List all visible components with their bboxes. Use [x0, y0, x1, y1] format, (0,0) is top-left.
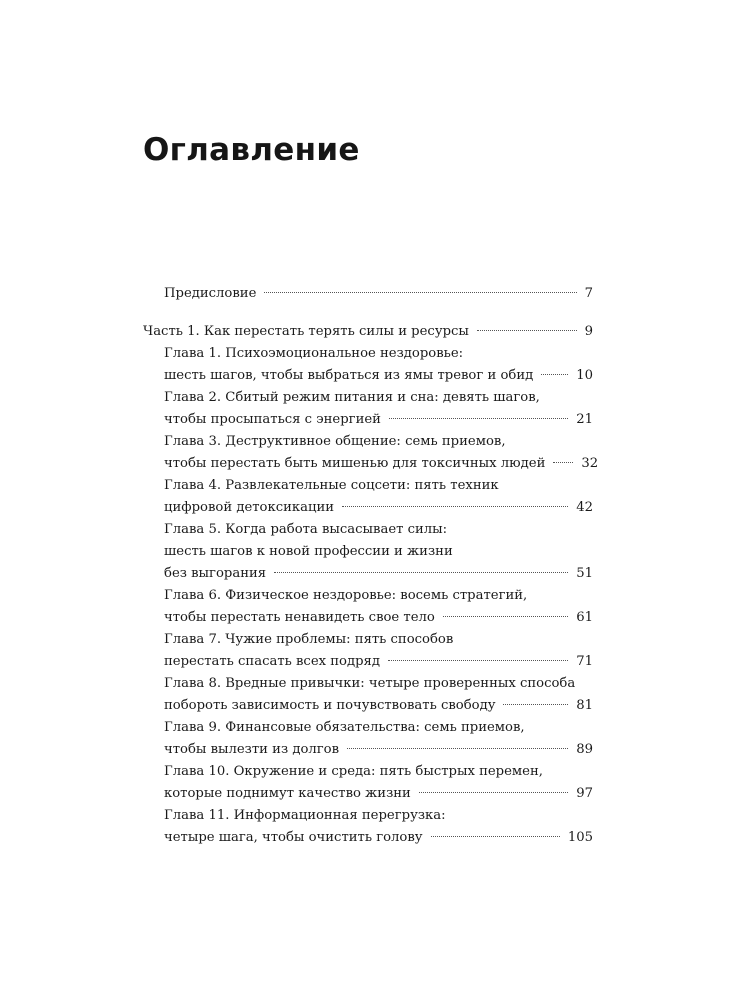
dot-leader — [431, 836, 560, 837]
toc-entry-row — [164, 651, 593, 673]
toc-entry-row — [143, 321, 593, 343]
page-number: 42 — [576, 500, 593, 515]
toc-entry-chapter[interactable] — [143, 519, 593, 585]
toc-entry-title-line: Предисловие — [164, 286, 257, 301]
toc-entry-title-line: чтобы перестать быть мишенью для токсичных людей — [164, 456, 546, 471]
toc-entry-title-line: шесть шагов к новой профессии и жизни — [164, 544, 453, 559]
toc-entry-row — [164, 409, 593, 431]
dot-leader — [443, 616, 568, 617]
toc-entry-title-line: цифровой детоксикации — [164, 500, 335, 515]
dot-leader — [264, 292, 576, 293]
toc-entry-row — [164, 827, 593, 849]
toc-entry-title-line: чтобы просыпаться с энергией — [164, 412, 381, 427]
toc-entry-chapter[interactable] — [143, 673, 593, 717]
page-number: 10 — [576, 368, 593, 383]
toc-entry-row — [164, 563, 593, 585]
page-number: 97 — [576, 786, 593, 801]
toc-entry-row — [164, 453, 599, 475]
toc-entry-title-line: Глава 10. Окружение и среда: пять быстрых перемен, — [164, 764, 543, 779]
toc-entry-chapter[interactable] — [143, 805, 593, 849]
dot-leader — [388, 660, 568, 661]
toc-entry-chapter[interactable] — [143, 761, 593, 805]
toc-entry-title-line: Глава 2. Сбитый режим питания и сна: девять шагов, — [164, 390, 540, 405]
toc-entry-title-line: без выгорания — [164, 566, 267, 581]
toc-entry-title-line: Глава 3. Деструктивное общение: семь приемов, — [164, 434, 506, 449]
toc-entry-title-line: Часть 1. Как перестать терять силы и ресурсы — [143, 324, 469, 339]
toc-entry-part[interactable] — [143, 321, 593, 343]
toc-entry-title-line: Глава 4. Развлекательные соцсети: пять техник — [164, 478, 499, 493]
dot-leader — [389, 418, 568, 419]
page-number: 81 — [576, 698, 593, 713]
toc-entry-row — [164, 607, 593, 629]
dot-leader — [419, 792, 568, 793]
page-number: 32 — [581, 456, 599, 471]
dot-leader — [274, 572, 568, 573]
page-number: 7 — [584, 286, 593, 301]
toc-entry-chapter[interactable] — [143, 343, 593, 387]
dot-leader — [342, 506, 568, 507]
page-number: 9 — [584, 324, 593, 339]
dot-leader — [477, 330, 577, 331]
toc-entry-chapter[interactable] — [143, 387, 593, 431]
toc-entry-title-line: Глава 7. Чужие проблемы: пять способов — [164, 632, 454, 647]
dot-leader — [553, 462, 573, 463]
toc-entry-foreword[interactable] — [143, 283, 593, 305]
toc-entry-title-line: Глава 6. Физическое нездоровье: восемь стратегий, — [164, 588, 528, 603]
toc-entry-chapter[interactable] — [143, 629, 593, 673]
toc-entry-title-line: Глава 8. Вредные привычки: четыре проверенных способа — [164, 676, 576, 691]
dot-leader — [347, 748, 568, 749]
toc-entry-chapter[interactable] — [143, 585, 593, 629]
toc-entry-row — [164, 783, 593, 805]
toc-entry-title-line: чтобы вылезти из долгов — [164, 742, 340, 757]
page-number: 71 — [576, 654, 593, 669]
page-number: 51 — [576, 566, 593, 581]
toc-entry-title-line: которые поднимут качество жизни — [164, 786, 411, 801]
toc-entry-title-line: шесть шагов, чтобы выбраться из ямы тревог и обид — [164, 368, 534, 383]
toc-entry-row — [164, 695, 593, 717]
page-number: 105 — [567, 830, 593, 845]
toc-entry-title-line: Глава 11. Информационная перегрузка: — [164, 808, 446, 823]
toc-entry-title-line: чтобы перестать ненавидеть свое тело — [164, 610, 435, 625]
toc-entry-title-line: перестать спасать всех подряд — [164, 654, 380, 669]
dot-leader — [503, 704, 568, 705]
toc-entry-title-line: Глава 5. Когда работа высасывает силы: — [164, 522, 448, 537]
toc-entry-title-line: Глава 9. Финансовые обязательства: семь приемов, — [164, 720, 525, 735]
toc-entry-chapter[interactable] — [143, 717, 593, 761]
toc-entry-row — [164, 365, 593, 387]
page-number: 61 — [576, 610, 593, 625]
toc-entry-chapter[interactable] — [143, 475, 593, 519]
page-title: Оглавление — [143, 132, 360, 168]
toc-entry-title-line: Глава 1. Психоэмоциональное нездоровье: — [164, 346, 464, 361]
dot-leader — [541, 374, 568, 375]
toc-entry-title-line: побороть зависимость и почувствовать свободу — [164, 698, 496, 713]
toc-entry-row — [164, 739, 593, 761]
page-number: 89 — [576, 742, 593, 757]
toc-entry-title-line: четыре шага, чтобы очистить голову — [164, 830, 423, 845]
toc-entry-chapter[interactable] — [143, 431, 599, 475]
toc-entry-row — [164, 497, 593, 519]
page-number: 21 — [576, 412, 593, 427]
toc-entry-row — [164, 283, 593, 305]
table-of-contents — [143, 283, 599, 849]
